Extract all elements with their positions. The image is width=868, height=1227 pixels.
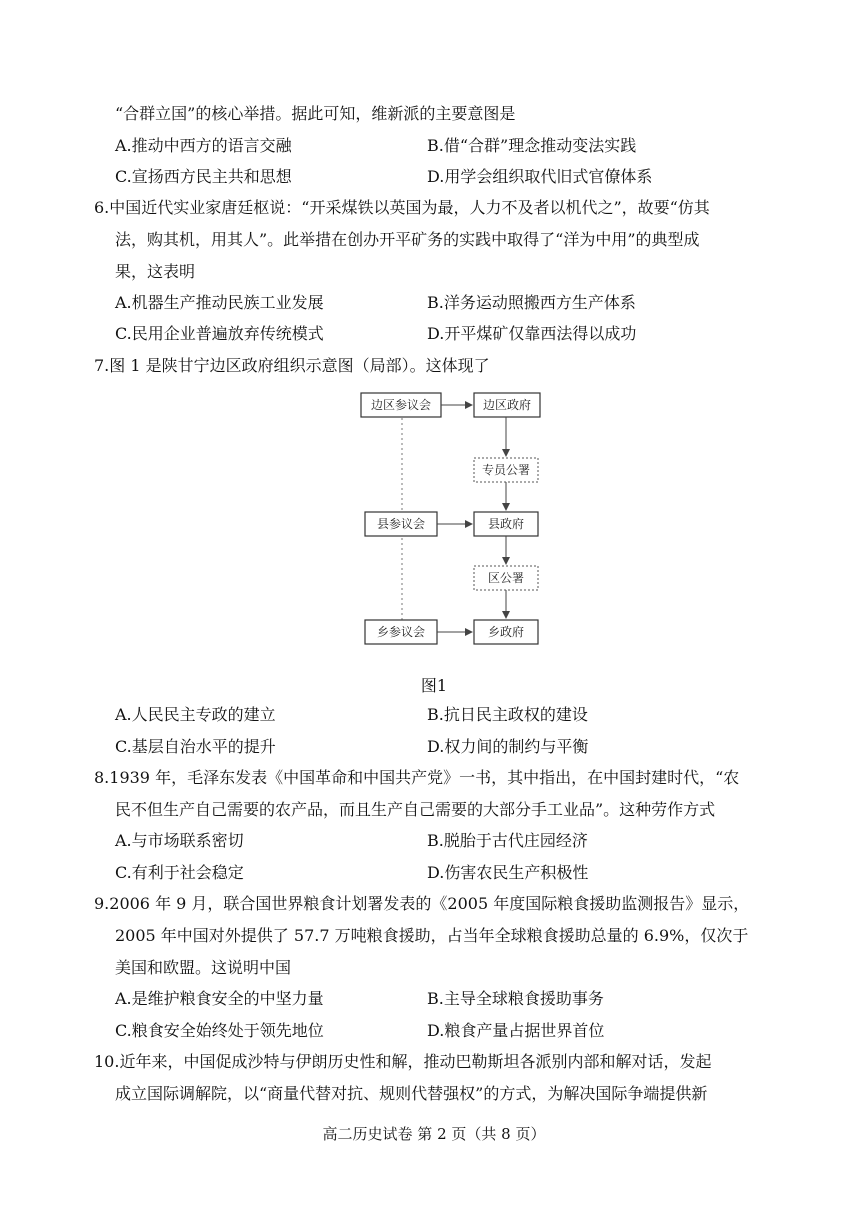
q6-option-b: B.洋务运动照搬西方生产体系 <box>427 293 636 312</box>
township-government-label: 乡政府 <box>487 625 525 639</box>
county-government-label: 县政府 <box>487 517 525 531</box>
district-office-label: 区公署 <box>487 571 525 585</box>
q5-option-d: D.用学会组织取代旧式官僚体系 <box>427 167 653 186</box>
q8-option-b: B.脱胎于古代庄园经济 <box>427 831 588 850</box>
q7-option-a: A.人民民主专政的建立 <box>115 705 276 724</box>
county-assembly-label: 县参议会 <box>376 517 426 531</box>
q5-option-a: A.推动中西方的语言交融 <box>115 136 292 155</box>
border-government-label: 边区政府 <box>482 398 532 412</box>
q8-stem-line1: 8.1939 年，毛泽东发表《中国革命和中国共产党》一书，其中指出，在中国封建时代，“农 <box>94 768 740 787</box>
q10-stem-line2: 成立国际调解院，以“商量代替对抗、规则代替强权”的方式，为解决国际争端提供新 <box>115 1084 708 1103</box>
q9-option-a: A.是维护粮食安全的中坚力量 <box>115 989 324 1008</box>
q8-option-c: C.有利于社会稳定 <box>115 863 244 882</box>
q9-stem-line3: 美国和欧盟。这说明中国 <box>115 958 292 977</box>
commissioner-office-label: 专员公署 <box>481 463 531 477</box>
page-footer: 高二历史试卷 第 2 页（共 8 页） <box>322 1125 546 1143</box>
township-assembly-label: 乡参议会 <box>376 625 426 639</box>
q9-stem-line1: 9.2006 年 9 月，联合国世界粮食计划署发表的《2005 年度国际粮食援助监测报告》显示， <box>94 894 750 913</box>
q9-option-b: B.主导全球粮食援助事务 <box>427 989 604 1008</box>
q9-option-c: C.粮食安全始终处于领先地位 <box>115 1021 324 1040</box>
q7-option-d: D.权力间的制约与平衡 <box>427 737 589 756</box>
q5-stem-tail: “合群立国”的核心举措。据此可知，维新派的主要意图是 <box>115 104 516 123</box>
border-assembly-label: 边区参议会 <box>370 398 432 412</box>
figure-caption: 图1 <box>420 676 448 695</box>
q8-option-a: A.与市场联系密切 <box>115 831 244 850</box>
q7-stem: 7.图 1 是陕甘宁边区政府组织示意图（局部）。这体现了 <box>94 356 490 375</box>
q8-stem-line2: 民不但生产自己需要的农产品，而且生产自己需要的大部分手工业品”。这种劳作方式 <box>115 800 716 819</box>
q10-stem-line1: 10.近年来，中国促成沙特与伊朗历史性和解，推动巴勒斯坦各派别内部和解对话，发起 <box>94 1052 712 1071</box>
q6-option-a: A.机器生产推动民族工业发展 <box>115 293 324 312</box>
q6-option-d: D.开平煤矿仅靠西法得以成功 <box>427 324 637 343</box>
q6-stem-line3: 果，这表明 <box>115 262 196 281</box>
q6-stem-line1: 6.中国近代实业家唐廷枢说：“开采煤铁以英国为最，人力不及者以机代之”，故要“仿其 <box>94 198 710 217</box>
q8-option-d: D.伤害农民生产积极性 <box>427 863 589 882</box>
q7-option-c: C.基层自治水平的提升 <box>115 737 276 756</box>
q9-option-d: D.粮食产量占据世界首位 <box>427 1021 605 1040</box>
q5-option-c: C.宣扬西方民主共和思想 <box>115 167 292 186</box>
q6-option-c: C.民用企业普遍放弃传统模式 <box>115 324 324 343</box>
q7-option-b: B.抗日民主政权的建设 <box>427 705 588 724</box>
q9-stem-line2: 2005 年中国对外提供了 57.7 万吨粮食援助，占当年全球粮食援助总量的 6.9%，仅次于 <box>115 926 749 945</box>
q6-stem-line2: 法，购其机，用其人”。此举措在创办开平矿务的实践中取得了“洋为中用”的典型成 <box>115 230 700 249</box>
q5-option-b: B.借“合群”理念推动变法实践 <box>427 136 637 155</box>
